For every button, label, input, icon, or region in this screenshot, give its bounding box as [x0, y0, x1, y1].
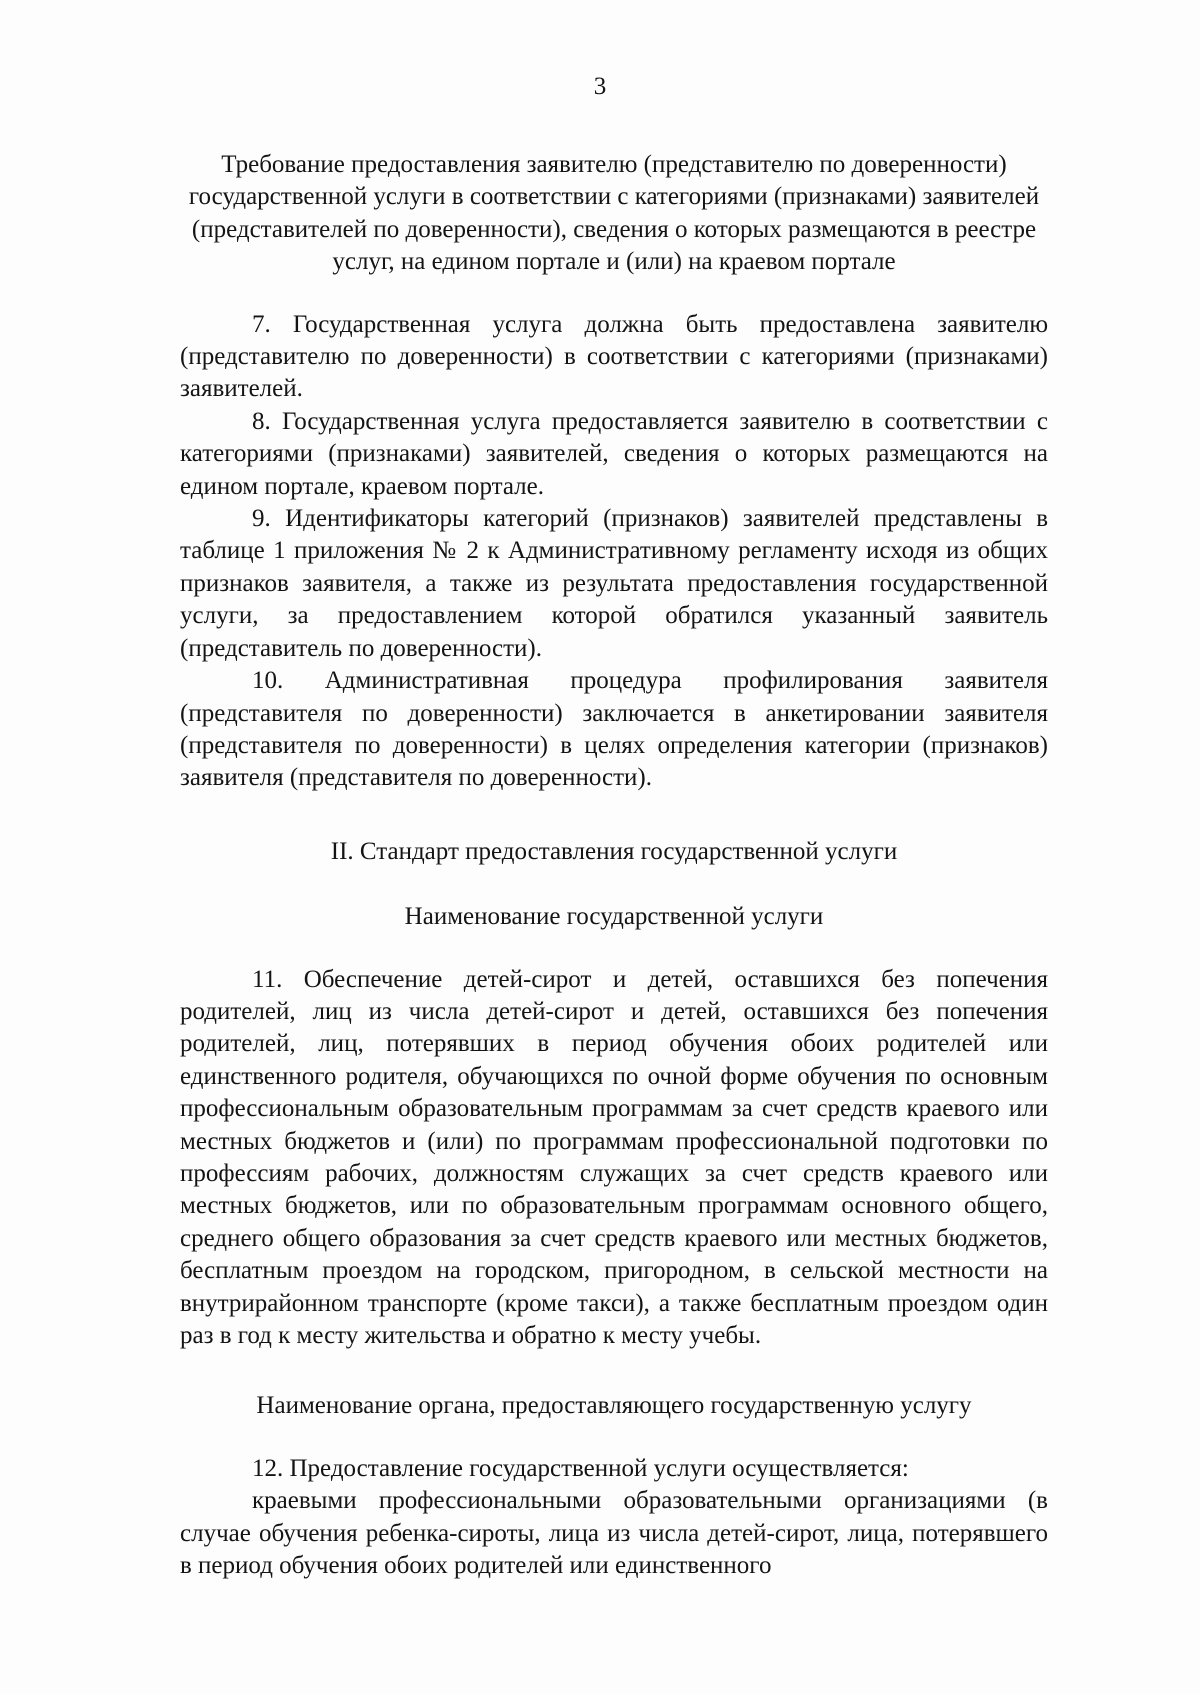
- paragraph-10: 10. Административная процедура профилирования заявителя (представителя по доверенности) заключается в анкетировании заявителя (представителя по доверенности) в целях определения категории (признаков) заявителя (представителя по доверенности).: [180, 667, 1048, 792]
- paragraph-7: 7. Государственная услуга должна быть предоставлена заявителю (представителю по доверенности) в соответствии с категориями (признаками) заявителей.: [180, 310, 1048, 403]
- section-heading: Требование предоставления заявителю (представителю по доверенности) государственной услуги в соответствии с категориями (признаками) заявителей (представителей по доверенности), сведения о которых размещаются в реестре услуг, на едином портале и (или) на краевом портале: [188, 151, 1040, 276]
- service-name-heading: Наименование государственной услуги: [404, 903, 824, 931]
- page-number: 3: [593, 73, 607, 100]
- paragraph-9: 9. Идентификаторы категорий (признаков) заявителей представлены в таблице 1 приложения № 2 к Административному регламенту исходя из общих признаков заявителя, а также из результата предоставления государственной услуги, за предоставлением которой обратился указанный заявитель (представитель по доверенности).: [180, 505, 1048, 662]
- paragraph-8: 8. Государственная услуга предоставляется заявителю в соответствии с категориями (признаками) заявителей, сведения о которых размещаются на едином портале, краевом портале.: [180, 407, 1048, 500]
- paragraph-11: 11. Обеспечение детей-сирот и детей, оставшихся без попечения родителей, лиц из числа детей-сирот и детей, оставшихся без попечения родителей, лиц, потерявших в период обучения обоих родителей или единственного родителя, обучающихся по очной форме обучения по основным профессиональным образовательным программам за счет средств краевого или местных бюджетов и (или) по программам профессиональной подготовки по профессиям рабочих, должностям служащих за счет средств краевого или местных бюджетов, или по образовательным программам основного общего, среднего общего образования за счет средств краевого или местных бюджетов, бесплатным проездом на городском, пригородном, в сельской местности на внутрирайонном транспорте (кроме такси), а также бесплатным проездом один раз в год к месту жительства и обратно к месту учебы.: [180, 965, 1048, 1349]
- organ-heading: Наименование органа, предоставляющего государственную услугу: [256, 1392, 972, 1420]
- paragraph-12-text: краевыми профессиональными образовательными организациями (в случае обучения ребенка-сироты, лица из числа детей-сирот, лица, потерявшего в период обучения обоих родителей или единственного: [180, 1487, 1048, 1580]
- document-body: [180, 149, 1048, 1582]
- chapter-heading: II. Стандарт предоставления государственной услуги: [330, 837, 898, 865]
- paragraph-12-intro: 12. Предоставление государственной услуги осуществляется:: [252, 1454, 909, 1482]
